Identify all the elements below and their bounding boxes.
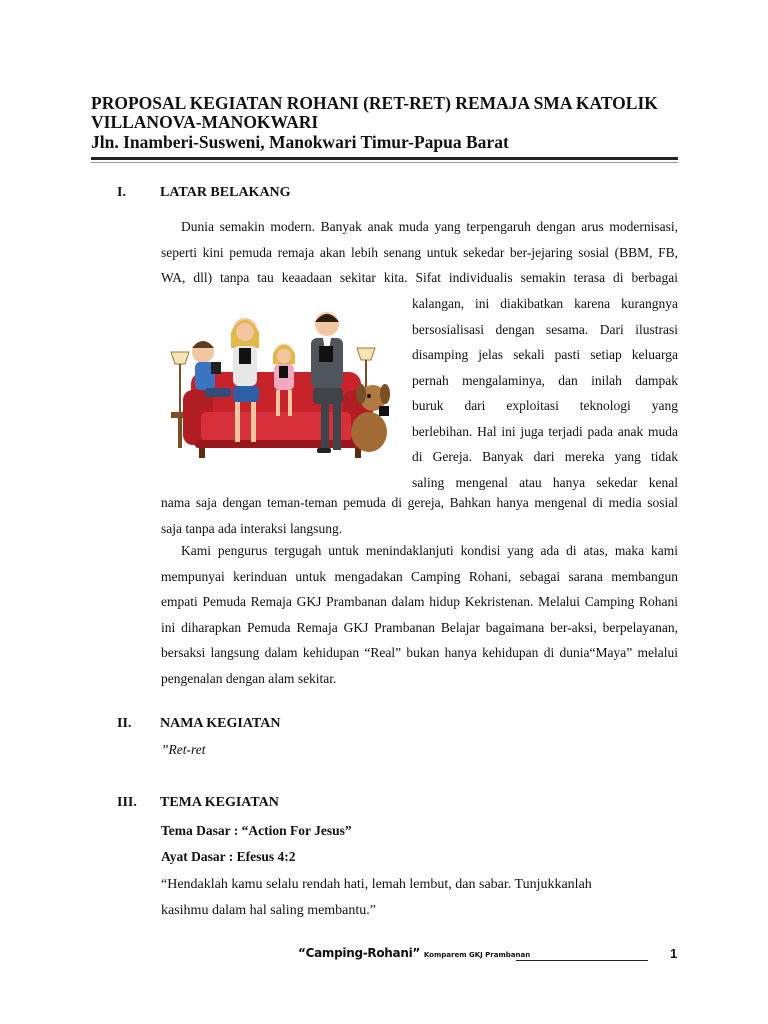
- quote-line: “Hendaklah kamu selalu rendah hati, lemah lembut, dan sabar. Tunjukkanlah: [161, 877, 592, 892]
- header-rule: [91, 157, 678, 160]
- paragraph-line: di Gereja. Banyak dari mereka yang tidak: [412, 449, 678, 464]
- dog-figure: [351, 384, 390, 452]
- section-3-number: III.: [117, 795, 137, 810]
- ayat-dasar: Ayat Dasar : Efesus 4:2: [161, 848, 296, 864]
- section-1-paragraph-1-wrap: [412, 291, 678, 495]
- paragraph-line: bersosialisasi dengan sesama. Dari ilustrasi: [412, 321, 678, 337]
- page-number: 1: [670, 946, 678, 961]
- paragraph-line: empati Pemuda Remaja GKJ Prambanan dalam hidup Kekristenan. Melalui Camping Rohani: [161, 594, 678, 609]
- paragraph-line: berlebihan. Hal ini juga terjadi pada anak muda: [412, 423, 678, 439]
- title-line-2: VILLANOVA-MANOKWARI: [91, 112, 319, 132]
- paragraph-line: ini diharapkan Pemuda Remaja GKJ Prambanan Belajar bagaimana ber-aksi, berpelayanan,: [161, 619, 678, 635]
- section-1-paragraph-1: [161, 214, 678, 291]
- paragraph-line: disamping jelas sekali pasti setiap keluarga: [412, 347, 678, 362]
- paragraph-line: nama saja dengan teman-teman pemuda di gereja, Bahkan hanya mengenal di media sosial: [161, 495, 678, 510]
- section-3-quote: [161, 872, 678, 923]
- paragraph-line: Dunia semakin modern. Banyak anak muda yang terpengaruh dengan arus modernisasi,: [181, 219, 678, 234]
- paragraph-line: buruk dari exploitasi teknologi yang: [412, 398, 678, 413]
- paragraph-line: pernah mengalaminya, dan inilah dampak: [412, 372, 678, 388]
- paragraph-line: saja tanpa ada interaksi langsung.: [161, 520, 343, 536]
- section-1-paragraph-1-tail: [161, 490, 678, 541]
- footer-blank-line: [516, 960, 648, 961]
- paragraph-line: WA, dll) tanpa tau keaadaan sekitar kita. Sifat individualis semakin terasa di berbagai: [161, 270, 678, 285]
- tema-dasar: Tema Dasar : “Action For Jesus”: [161, 823, 352, 838]
- paragraph-line: saling mengenal atau hanya sekedar kenal: [412, 474, 678, 490]
- paragraph-line: Kami pengurus tergugah untuk menindaklanjuti kondisi yang ada di atas, maka kami: [181, 543, 678, 558]
- boy-figure: [192, 341, 231, 397]
- paragraph-line: seperti kini pemuda remaja akan lebih senang untuk sekedar ber-jejaring sosial (BBM, FB,: [161, 244, 678, 260]
- section-1-title: LATAR BELAKANG: [160, 185, 291, 200]
- section-2-value: [161, 737, 461, 763]
- quote-line: kasihmu dalam hal saling membantu.”: [161, 902, 377, 918]
- footer-brand-small: Komparem GKJ Prambanan: [423, 951, 531, 959]
- section-3-theme: [161, 818, 678, 869]
- paragraph-line: pengenalan dengan alam sekitar.: [161, 670, 337, 686]
- section-3-title: TEMA KEGIATAN: [160, 795, 279, 810]
- family-sofa-illustration: [161, 302, 399, 464]
- address: Jln. Inamberi-Susweni, Manokwari Timur-Papua Barat: [91, 132, 509, 152]
- header-rule-thin: [91, 162, 678, 163]
- footer-brand-text: “Camping-Rohani”: [298, 946, 420, 960]
- footer-brand: [298, 946, 530, 960]
- paragraph-line: kalangan, ini diakibatkan karena kurangnya: [412, 296, 678, 311]
- page-footer: [0, 946, 768, 966]
- section-1-number: I.: [117, 185, 126, 200]
- section-2-title: NAMA KEGIATAN: [160, 716, 281, 731]
- title-line-1: PROPOSAL KEGIATAN ROHANI (RET-RET) REMAJA SMA KATOLIK: [91, 93, 658, 113]
- section-1-paragraph-2: [161, 538, 678, 691]
- paragraph-line: mempunyai kerinduan untuk mengadakan Camping Rohani, sebagai sarana membangun: [161, 568, 678, 584]
- event-name: ”Ret-ret: [161, 742, 206, 757]
- paragraph-line: bersaksi langsung dalam kehidupan “Real” bukan hanya kehidupan di dunia“Maya” melalui: [161, 645, 678, 660]
- document-header: [91, 94, 691, 153]
- section-2-number: II.: [117, 716, 132, 731]
